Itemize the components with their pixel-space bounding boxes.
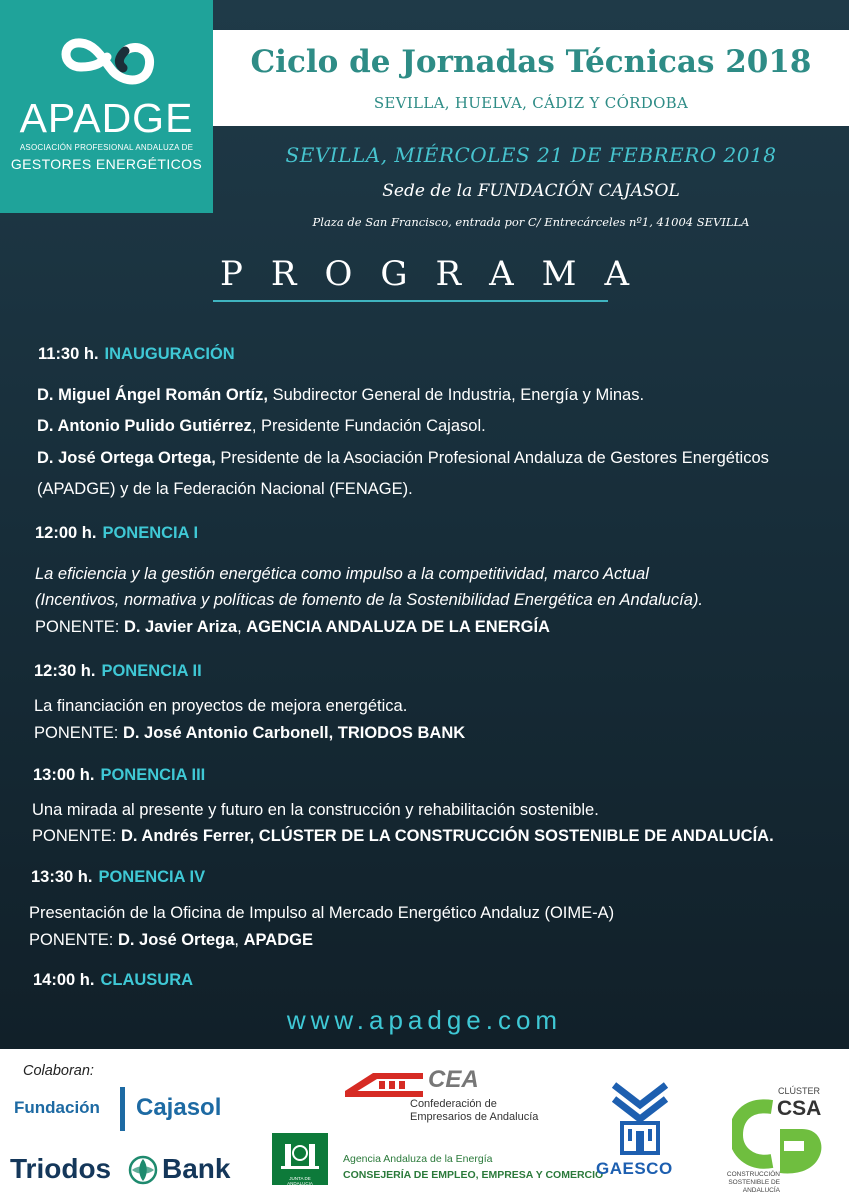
bank-text: Bank <box>162 1153 231 1184</box>
cea-logo: CEA <box>428 1066 479 1093</box>
speaker-name: D. Andrés Ferrer, CLÚSTER DE LA CONSTRUCCIÓN SOSTENIBLE DE ANDALUCÍA. <box>120 827 774 845</box>
title-banner <box>213 30 849 126</box>
speaker-line <box>37 449 769 468</box>
brand-subtitle-2: GESTORES ENERGÉTICOS <box>10 156 203 172</box>
session-label: PONENCIA III <box>100 766 206 784</box>
cajasol-divider <box>120 1087 125 1131</box>
session-time: 13:30 h. <box>31 868 93 886</box>
talk-title: La financiación en proyectos de mejora energética. <box>34 697 408 715</box>
cea-subtitle-1: Confederación de <box>410 1098 497 1110</box>
session-ponencia-2 <box>34 662 202 681</box>
speaker-role: Presidente de la Asociación Profesional Andaluza de Gestores Energéticos <box>215 449 769 467</box>
speaker-line <box>29 931 313 950</box>
talk-title-line-2: (Incentivos, normativa y políticas de fomento de la Sostenibilidad Energética en Andalucía). <box>35 591 704 609</box>
gaesco-emblem-icon <box>612 1079 668 1157</box>
triodos-text: Triodos <box>10 1153 112 1184</box>
session-ponencia-1 <box>35 524 198 543</box>
program-heading: PROGRAMA <box>219 254 658 294</box>
speaker-role: Subdirector General de Industria, Energía y Minas. <box>268 386 645 404</box>
session-label: INAUGURACIÓN <box>104 345 235 363</box>
speaker-organization: AGENCIA ANDALUZA DE LA ENERGÍA <box>246 618 550 636</box>
infinity-logo-icon <box>55 35 160 97</box>
csa-logo: CSA <box>777 1097 822 1120</box>
session-time: 13:00 h. <box>33 766 95 784</box>
session-ponencia-3 <box>33 766 205 785</box>
ponente-prefix: PONENTE: <box>34 724 123 742</box>
event-venue: Sede de la FUNDACIÓN CAJASOL <box>382 181 680 201</box>
speaker-line <box>35 618 550 637</box>
sponsors-footer <box>0 1049 849 1200</box>
speaker-name: D. José Antonio Carbonell, TRIODOS BANK <box>122 724 466 742</box>
event-address: Plaza de San Francisco, entrada por C/ Entrecárceles nº1, 41004 SEVILLA <box>312 215 750 229</box>
event-date: SEVILLA, MIÉRCOLES 21 DE FEBRERO 2018 <box>285 143 777 167</box>
session-time: 12:30 h. <box>34 662 96 680</box>
session-label: PONENCIA IV <box>98 868 206 886</box>
session-clausura <box>33 971 193 990</box>
ponente-prefix: PONENTE: <box>35 618 124 636</box>
ponente-prefix: PONENTE: <box>32 827 121 845</box>
separator: , <box>237 618 247 636</box>
talk-title-line-1: La eficiencia y la gestión energética como impulso a la competitividad, marco Actual <box>35 565 649 583</box>
website-link[interactable]: www.apadge.com <box>286 1005 563 1035</box>
csa-subtitle: CONSTRUCCIÓN SOSTENIBLE DE ANDALUCÍA <box>726 1171 780 1194</box>
csa-cluster-text: CLÚSTER <box>778 1086 821 1096</box>
speaker-name: D. Miguel Ángel Román Ortíz, <box>37 386 269 404</box>
speaker-name: D. Javier Ariza <box>123 618 238 636</box>
speaker-line <box>37 417 486 436</box>
speaker-line <box>37 386 644 405</box>
talk-title: Presentación de la Oficina de Impulso al Mercado Energético Andaluz (OIME-A) <box>29 904 615 922</box>
consejeria-name: CONSEJERÍA DE EMPLEO, EMPRESA Y COMERCIO <box>343 1169 604 1181</box>
junta-emblem-icon <box>277 1136 323 1174</box>
session-ponencia-4 <box>31 868 205 887</box>
page-title: Ciclo de Jornadas Técnicas 2018 <box>250 44 812 80</box>
cea-logo-icon <box>343 1067 425 1101</box>
session-time: 11:30 h. <box>38 345 99 363</box>
speaker-role: , Presidente Fundación Cajasol. <box>251 417 486 435</box>
gaesco-logo: GAESCO <box>596 1159 673 1178</box>
separator: , <box>234 931 244 949</box>
session-label: CLAUSURA <box>100 971 194 989</box>
speaker-name: D. Antonio Pulido Gutiérrez <box>37 417 252 435</box>
speaker-line <box>32 827 774 846</box>
triodos-flower-icon <box>128 1155 158 1185</box>
session-time: 12:00 h. <box>35 524 97 542</box>
fundacion-text: Fundación <box>14 1098 100 1117</box>
session-inauguracion <box>38 345 235 364</box>
speaker-name: D. José Ortega Ortega, <box>37 449 216 467</box>
sponsors-label: Colaboran: <box>23 1063 94 1079</box>
session-time: 14:00 h. <box>33 971 95 989</box>
speaker-role-continued: (APADGE) y de la Federación Nacional (FENAGE). <box>37 480 413 498</box>
agencia-name: Agencia Andaluza de la Energía <box>343 1153 493 1165</box>
page-subtitle: SEVILLA, HUELVA, CÁDIZ Y CÓRDOBA <box>373 94 689 112</box>
session-label: PONENCIA II <box>101 662 202 680</box>
speaker-line <box>34 724 465 743</box>
speaker-organization: APADGE <box>243 931 313 949</box>
session-label: PONENCIA I <box>102 524 199 542</box>
brand-name: APADGE <box>19 95 194 141</box>
talk-title: Una mirada al presente y futuro en la construcción y rehabilitación sostenible. <box>32 801 599 819</box>
brand-subtitle-1: ASOCIACIÓN PROFESIONAL ANDALUZA DE <box>19 143 194 152</box>
cea-subtitle-2: Empresarios de Andalucía <box>410 1111 539 1123</box>
speaker-name: D. José Ortega <box>117 931 235 949</box>
cajasol-logo: Cajasol <box>136 1094 222 1121</box>
junta-text: JUNTA DE ANDALUCIA <box>287 1176 313 1186</box>
heading-underline <box>213 300 608 302</box>
apadge-logo <box>0 0 213 213</box>
ponente-prefix: PONENTE: <box>29 931 118 949</box>
